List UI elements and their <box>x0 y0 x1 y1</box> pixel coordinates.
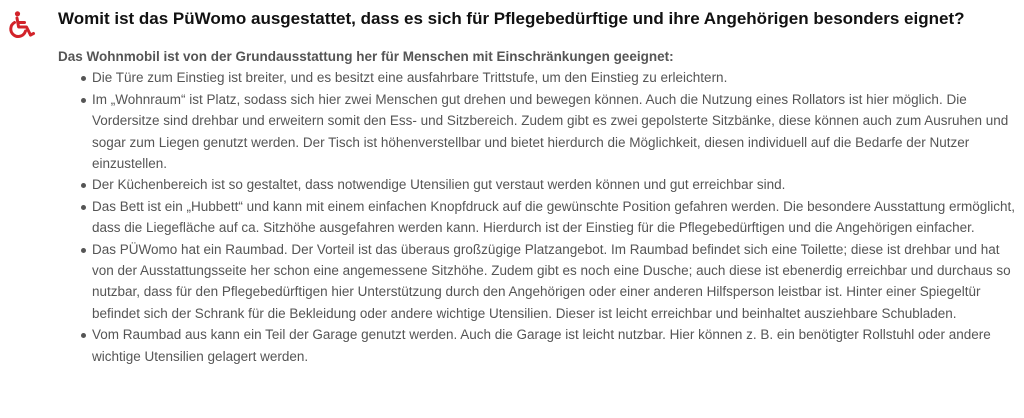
wheelchair-icon-shape <box>11 11 34 36</box>
answer-intro: Das Wohnmobil ist von der Grundausstattung her für Menschen mit Einschränkungen geeignet: <box>58 49 674 64</box>
wheelchair-icon <box>8 10 38 40</box>
list-item: Die Türe zum Einstieg ist breiter, und es besitzt eine ausfahrbare Trittstufe, um den Einstieg zu erleichtern. <box>92 67 1016 88</box>
answer-list <box>58 67 1016 367</box>
list-item: Das Bett ist ein „Hubbett“ und kann mit einem einfachen Knopfdruck auf die gewünschte Position gefahren werden. Die besondere Ausstattung ermöglicht, dass die Liegefläche auf ca. Sitzhöhe ausgefahren werden kann. Hierdurch ist der Einstieg für die Pflegebedürftigen und die Angehörigen einfacher. <box>92 196 1016 239</box>
faq-answer <box>58 46 1016 367</box>
list-item: Vom Raumbad aus kann ein Teil der Garage genutzt werden. Auch die Garage ist leicht nutzbar. Hier können z. B. ein benötigter Rollstuhl oder andere wichtige Utensilien gelagert werden. <box>92 324 1016 367</box>
list-item: Das PÜWomo hat ein Raumbad. Der Vorteil ist das überaus großzügige Platzangebot. Im Raumbad befindet sich eine Toilette; diese ist drehbar und hat von der Ausstattungsseite her schon eine angemessene Sitzhöhe. Zudem gibt es noch eine Dusche; auch diese ist ebenerdig erreichbar und durchaus so nutzbar, dass für den Pflegebedürftigen hier Unterstützung durch den Angehörigen oder einer anderen Hilfsperson leistbar ist. Hinter einer Spiegeltür befindet sich der Schrank für die Bekleidung oder andere wichtige Utensilien. Dieser ist leicht erreichbar und beinhaltet ausziehbare Schubladen. <box>92 239 1016 325</box>
list-item: Im „Wohnraum“ ist Platz, sodass sich hier zwei Menschen gut drehen und bewegen können. Auch die Nutzung eines Rollators ist hier möglich. Die Vordersitze sind drehbar und erweitern somit den Ess- und Sitzbereich. Zudem gibt es zwei gepolsterte Sitzbänke, diese können auch zum Ausruhen und sogar zum Liegen genutzt werden. Der Tisch ist höhenverstellbar und bietet hierdurch die Möglichkeit, diesen individuell auf die Bedarfe der Nutzer einzustellen. <box>92 89 1016 175</box>
faq-question: Womit ist das PüWomo ausgestattet, dass es sich für Pflegebedürftige und ihre Angehörigen besonders eignet? <box>58 9 965 28</box>
list-item: Der Küchenbereich ist so gestaltet, dass notwendige Utensilien gut verstaut werden können und gut erreichbar sind. <box>92 174 1016 195</box>
